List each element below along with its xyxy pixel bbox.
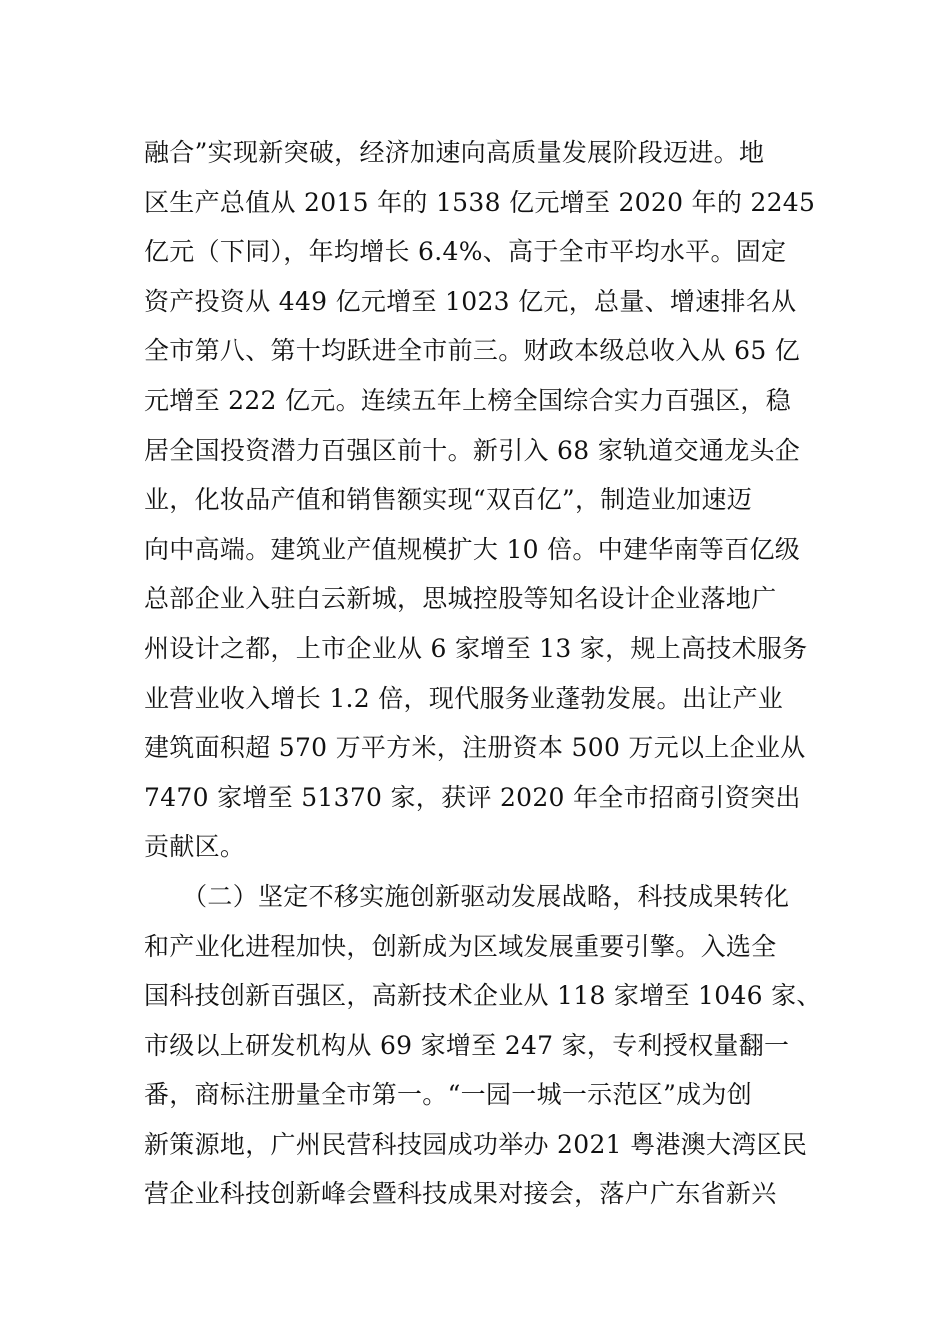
text-line: 总部企业入驻白云新城，思城控股等知名设计企业落地广 [144,584,777,614]
text-line: 向中高端。建筑业产值规模扩大 10 倍。中建华南等百亿级 [144,534,801,564]
text-line: 融合”实现新突破，经济加速向高质量发展阶段迈进。地 [144,138,765,167]
text-line: 建筑面积超 570 万平方米，注册资本 500 万元以上企业从 [144,733,806,763]
text-line: （二）坚定不移实施创新驱动发展战略，科技成果转化 [144,881,790,911]
text-line: 州设计之都，上市企业从 6 家增至 13 家，规上高技术服务 [144,633,808,663]
text-line: 国科技创新百强区，高新技术企业从 118 家增至 1046 家、 [144,981,822,1011]
text-line: 新策源地，广州民营科技园成功举办 2021 粤港澳大湾区民 [144,1129,808,1159]
text-line: 区生产总值从 2015 年的 1538 亿元增至 2020 年的 2245 [144,187,816,217]
text-line: 业营业收入增长 1.2 倍，现代服务业蓬勃发展。出让产业 [144,683,784,713]
text-line: 居全国投资潜力百强区前十。新引入 68 家轨道交通龙头企 [144,435,801,465]
text-line: 亿元（下同），年均增长 6.4%、高于全市平均水平。固定 [144,237,787,267]
text-line: 业，化妆品产值和销售额实现“双百亿”，制造业加速迈 [144,485,753,515]
text-line: 全市第八、第十均跃进全市前三。财政本级总收入从 65 亿 [144,336,801,366]
text-line: 元增至 222 亿元。连续五年上榜全国综合实力百强区，稳 [144,385,792,415]
text-line: 番，商标注册量全市第一。“一园一城一示范区”成为创 [144,1080,753,1110]
text-line: 营企业科技创新峰会暨科技成果对接会，落户广东省新兴 [144,1179,777,1209]
body-text [144,128,834,1219]
text-line: 贡献区。 [144,832,246,862]
text-line: 资产投资从 449 亿元增至 1023 亿元，总量、增速排名从 [144,286,797,316]
text-line: 市级以上研发机构从 69 家增至 247 家，专利授权量翻一 [144,1030,790,1060]
text-line: 7470 家增至 51370 家，获评 2020 年全市招商引资突出 [144,782,801,812]
text-line: 和产业化进程加快，创新成为区域发展重要引擎。入选全 [144,931,777,961]
